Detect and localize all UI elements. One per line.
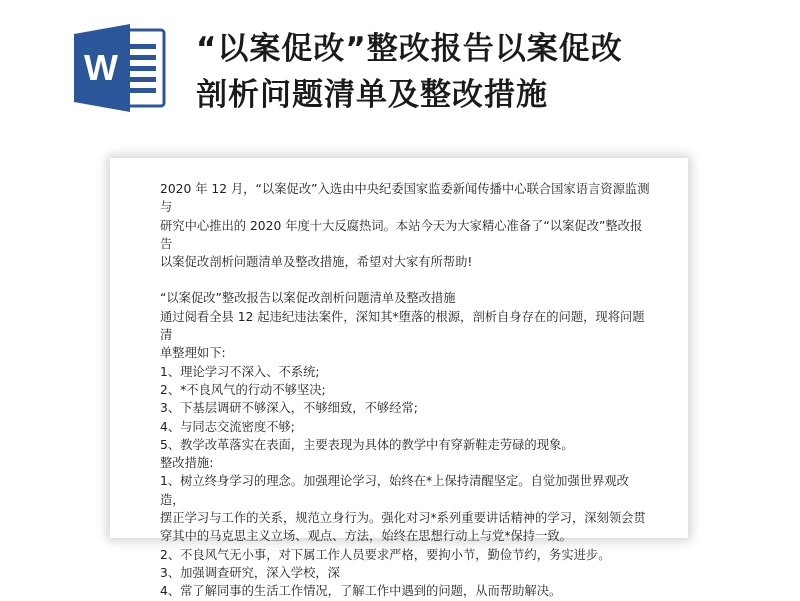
section-heading: “以案促改”整改报告以案促改剖析问题清单及整改措施 <box>160 291 456 306</box>
header <box>0 0 800 150</box>
measure-line: 2、不良风气无小事，对下属工作人员要求严格，要拘小节，勤俭节约，务实进步。 <box>160 547 611 562</box>
measure-line: 3、加强调查研究，深入学校，深 <box>160 565 340 580</box>
measure-line: 1、树立终身学习的理念。加强理论学习，始终在*上保持清醒坚定。自觉加强世界观改造， <box>160 474 629 507</box>
measure-line: 穿其中的马克思主义立场、观点、方法，始终在思想行动上与党*保持一致。 <box>160 529 572 544</box>
title-line-1: “以案促改”整改报告以案促改 <box>196 31 623 67</box>
word-document-icon <box>72 22 166 114</box>
word-icon-letter: W <box>84 47 118 88</box>
problem-item: 5、教学改革落实在表面，主要表现为具体的教学中有穿新鞋走劳碌的现象。 <box>160 437 574 452</box>
title-line-2: 剖析问题清单及整改措施 <box>196 77 548 113</box>
document-body <box>160 180 650 601</box>
measure-line: 摆正学习与工作的关系，规范立身行为。强化对习*系列重要讲话精神的学习，深刻领会贯 <box>160 511 646 526</box>
body-line: 单整理如下: <box>160 346 226 361</box>
problem-item: 4、与同志交流密度不够; <box>160 419 295 434</box>
measure-line: 4、常了解同事的生活工作情况，了解工作中遇到的问题，从而帮助解决。 <box>160 584 562 599</box>
problem-item: 3、下基层调研不够深入，不够细致，不够经常; <box>160 401 418 416</box>
page-title <box>196 26 776 118</box>
paragraph-gap <box>160 271 650 289</box>
body-line: 通过阅看全县 12 起违纪违法案件，深知其*堕落的根源，剖析自身存在的问题，现将问题清 <box>160 309 645 343</box>
problem-item: 2、*不良风气的行动不够坚决; <box>160 382 326 397</box>
measures-heading: 整改措施: <box>160 456 214 471</box>
intro-line: 以案促改剖析问题清单及整改措施，希望对大家有所帮助! <box>160 255 473 270</box>
intro-line: 研究中心推出的 2020 年度十大反腐热词。本站今天为大家精心准备了“以案促改”整改报告 <box>160 218 643 251</box>
problem-item: 1、理论学习不深入、不系统; <box>160 364 320 379</box>
intro-line: 2020 年 12 月，“以案促改”入选由中央纪委国家监委新闻传播中心联合国家语言资源监测与 <box>160 182 650 215</box>
